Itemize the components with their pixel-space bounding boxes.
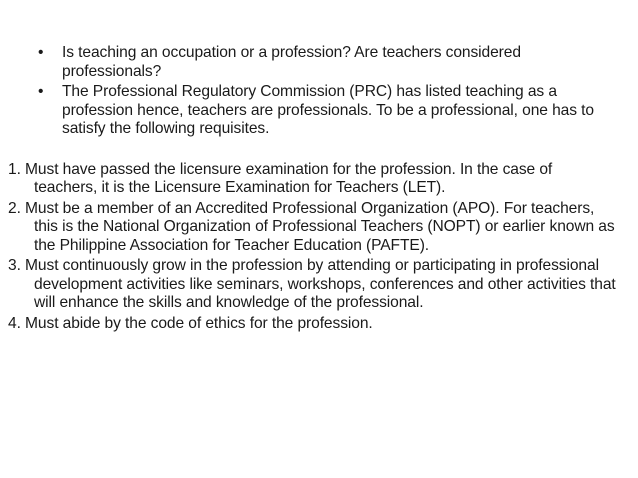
requisite-item: 4. Must abide by the code of ethics for the profession.: [8, 314, 373, 332]
requisites-list: [8, 161, 616, 334]
slide-content: [8, 44, 616, 335]
bullet-marker: •: [38, 83, 44, 100]
requisite-item: 3. Must continuously grow in the profession by attending or participating in professional development activities like seminars, workshops, conferences and other activities that will enhance the skills and knowledge of the professional.: [8, 257, 616, 311]
requisite-item: 1. Must have passed the licensure examination for the profession. In the case of teachers, it is the Licensure Examination for Teachers (LET).: [8, 160, 553, 196]
bullet-text: The Professional Regulatory Commission (PRC) has listed teaching as a profession hence, teachers are professionals. To be a professional, one has to satisfy the following requisites.: [62, 83, 594, 137]
bullet-text: Is teaching an occupation or a profession? Are teachers considered professionals?: [62, 44, 521, 80]
bullet-item: [36, 44, 616, 81]
bullet-list: [36, 44, 616, 139]
requisite-item: 2. Must be a member of an Accredited Professional Organization (APO). For teachers, this is the National Organization of Professional Teachers (NOPT) or earlier known as the Philippine Association for Teacher Education (PAFTE).: [8, 199, 615, 254]
bullet-marker: •: [38, 44, 44, 61]
bullet-item: [36, 83, 616, 139]
